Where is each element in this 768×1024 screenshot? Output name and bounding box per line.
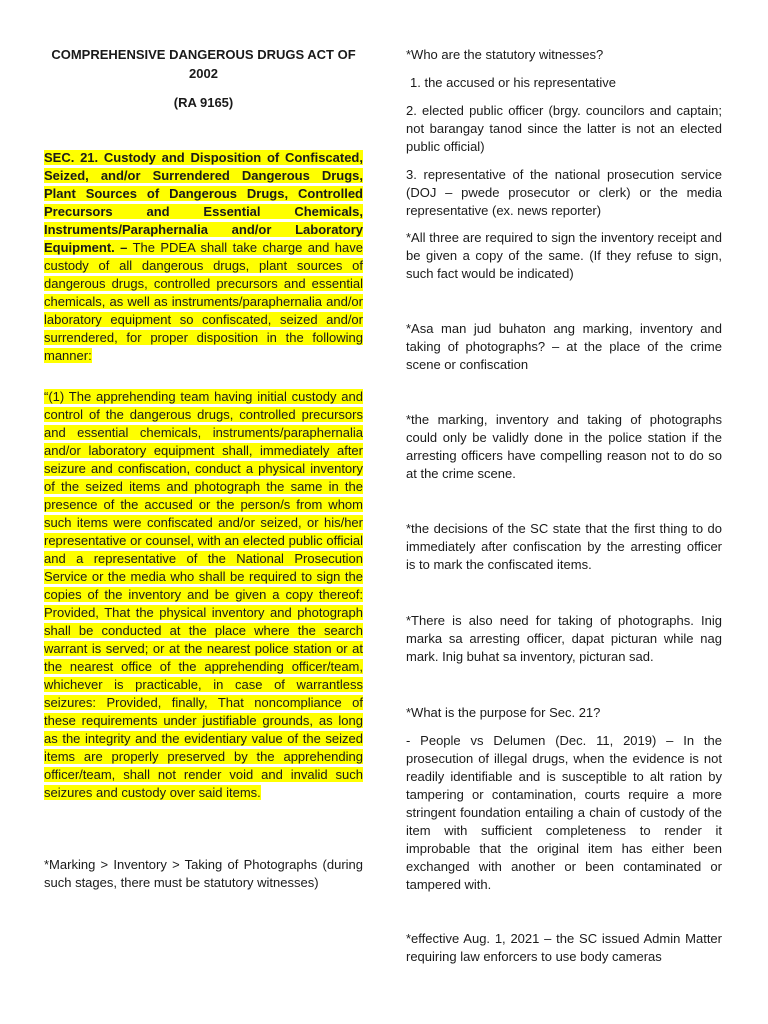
document-title: COMPREHENSIVE DANGEROUS DRUGS ACT OF 2002 (51, 47, 356, 81)
section-21-paragraph (44, 149, 363, 365)
marking-note: *Marking > Inventory > Taking of Photographs (during such stages, there must be statutory witnesses) (44, 857, 363, 890)
asa-man-note: *Asa man jud buhaton ang marking, inventory and taking of photographs? – at the place of the crime scene or confiscation (406, 321, 722, 372)
witness-item-2: 2. elected public officer (brgy. councilors and captain; not barangay tanod since the latter is not an elected public official) (406, 103, 722, 154)
police-station-note: *the marking, inventory and taking of photographs could only be validly done in the police station if the arresting officers have compelling reason not to do so at the crime scene. (406, 412, 722, 481)
delumen-case-note: - People vs Delumen (Dec. 11, 2019) – In the prosecution of illegal drugs, when the evidence is not readily identifiable and is susceptible to alt ration by tampering or contamination, courts require a more stringent foundation entailing a chain of custody of the item with sufficient completeness to render it improbable that the original item has either been exchanged with another or been contaminated or tampered with. (406, 733, 722, 892)
document-subtitle: (RA 9165) (173, 95, 234, 110)
photographs-note: *There is also need for taking of photographs. Inig marka sa arresting officer, dapat picturan while nag mark. Inig buhat sa inventory, picturan sad. (406, 613, 722, 664)
witness-item-1: 1. the accused or his representative (410, 75, 616, 90)
all-three-note: *All three are required to sign the inventory receipt and be given a copy of the same. (If they refuse to sign, such fact would be indicated) (406, 230, 722, 281)
provision-1-text: “(1) The apprehending team having initial custody and control of the dangerous drugs, controlled precursors and essential chemicals, instruments/paraphernalia and/or laboratory equipment shall, immediately after seizure and confiscation, conduct a physical inventory of the seized items and photograph the same in the presence of the accused or the person/s from whom such items were confiscated and/or seized, or his/her representative or counsel, with an elected public official and a representative of the National Prosecution Service or the media who shall be required to sign the copies of the inventory and be given a copy thereof: Provided, That the physical inventory and photograph shall be conducted at the place where the search warrant is served; or at the nearest police station or at the nearest office of the apprehending officer/team, whichever is practicable, in case of warrantless seizures: Provided, finally, That noncompliance of these requirements under justifiable grounds, as long as the integrity and the evidentiary value of the seized items are properly preserved by the apprehending officer/team, shall not render void and invalid such seizures and custody over said items. (44, 389, 363, 800)
witnesses-question: *Who are the statutory witnesses? (406, 47, 604, 62)
section-21-heading: SEC. 21. Custody and Disposition of Confiscated, Seized, and/or Surrendered Dangerous Drugs, Plant Sources of Dangerous Drugs, Controlled Precursors and Essential Chemicals, Instruments/Paraphernalia and/or Laboratory Equipment. – (44, 150, 363, 255)
body-camera-note: *effective Aug. 1, 2021 – the SC issued Admin Matter requiring law enforcers to use body cameras (406, 931, 722, 964)
purpose-question: *What is the purpose for Sec. 21? (406, 705, 601, 720)
provision-1-paragraph (44, 388, 363, 802)
section-21-body: The PDEA shall take charge and have custody of all dangerous drugs, plant sources of dangerous drugs, controlled precursors and essential chemicals, as well as instruments/paraphernalia and/or laboratory equipment so confiscated, seized and/or surrendered, for proper disposition in the following manner: (44, 240, 363, 363)
sc-decisions-note: *the decisions of the SC state that the first thing to do immediately after confiscation by the arresting officer is to mark the confiscated items. (406, 521, 722, 572)
witness-item-3: 3. representative of the national prosecution service (DOJ – pwede prosecutor or clerk) or the media representative (ex. news reporter) (406, 167, 722, 218)
